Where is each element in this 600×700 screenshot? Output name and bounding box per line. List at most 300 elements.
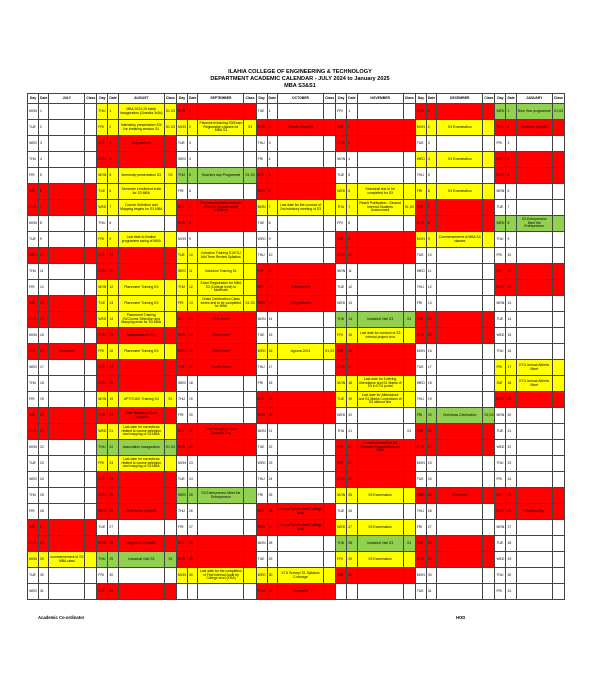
date-cell: 2: [188, 120, 198, 136]
col-day-header: Day: [256, 94, 267, 104]
event-cell: First Internal marks entry for MBA S3 (System level) published: [198, 200, 244, 216]
class-cell: [324, 104, 336, 120]
date-cell: 29: [267, 552, 277, 568]
table-row: [28, 232, 565, 248]
class-cell: [324, 312, 336, 328]
event-cell: [357, 104, 403, 120]
day-cell: THU: [177, 280, 188, 296]
event-cell: [198, 408, 244, 424]
day-cell: THU: [495, 344, 506, 360]
date-cell: 17: [108, 360, 118, 376]
day-cell: WED: [177, 376, 188, 392]
event-cell: Commencement of S3 Semester Examinations for MBA: [357, 440, 403, 456]
day-cell: MON: [28, 328, 39, 344]
day-cell: SAT: [495, 488, 506, 504]
event-cell: [437, 568, 483, 584]
day-cell: TUE: [495, 312, 506, 328]
day-cell: FRI: [495, 584, 506, 600]
date-cell: 10: [39, 248, 49, 264]
day-cell: TUE: [28, 568, 39, 584]
day-cell: SAT: [177, 424, 188, 440]
day-cell: THU: [97, 104, 108, 120]
event-cell: Sri Krishna Jayanthi: [118, 504, 164, 520]
day-cell: SAT: [97, 136, 108, 152]
class-cell: [483, 136, 495, 152]
date-cell: 30: [39, 568, 49, 584]
class-cell: [164, 344, 176, 360]
event-cell: [278, 216, 324, 232]
date-cell: 14: [39, 312, 49, 328]
event-cell: [198, 472, 244, 488]
date-cell: 6: [506, 184, 516, 200]
class-cell: [85, 184, 97, 200]
event-cell: [278, 376, 324, 392]
class-cell: [552, 440, 564, 456]
date-cell: 17: [39, 360, 49, 376]
event-cell: [437, 216, 483, 232]
class-cell: [403, 456, 415, 472]
event-cell: [357, 344, 403, 360]
day-cell: FRI: [97, 568, 108, 584]
date-cell: 5: [39, 168, 49, 184]
event-cell: [198, 392, 244, 408]
date-cell: 10: [506, 248, 516, 264]
event-cell: [437, 520, 483, 536]
class-cell: [483, 120, 495, 136]
class-cell: [483, 152, 495, 168]
date-cell: 7: [506, 200, 516, 216]
date-cell: 25: [426, 488, 436, 504]
class-cell: [324, 488, 336, 504]
event-cell: Teachers day Programme: [198, 168, 244, 184]
day-cell: TUE: [495, 424, 506, 440]
class-cell: [85, 488, 97, 504]
class-cell: S1: [164, 552, 176, 568]
class-cell: [552, 568, 564, 584]
day-cell: MON: [177, 344, 188, 360]
event-cell: [278, 472, 324, 488]
col-class-header: Class: [552, 94, 564, 104]
event-cell: Last date to finalise programme swing of MBA: [118, 232, 164, 248]
event-cell: Onam Celebration/ Class series test to be completed for MBA: [198, 296, 244, 312]
day-cell: TUE: [177, 136, 188, 152]
day-cell: TUE: [28, 344, 39, 360]
date-cell: 1: [506, 104, 516, 120]
table-row: [28, 248, 565, 264]
class-cell: [552, 136, 564, 152]
class-cell: [85, 232, 97, 248]
event-cell: Last date for corrections related to course selection and mapping of S3 MBA: [118, 424, 164, 440]
class-cell: [164, 408, 176, 424]
day-cell: SAT: [336, 344, 347, 360]
date-cell: 4: [267, 152, 277, 168]
date-cell: 1: [347, 104, 357, 120]
academic-coordinator-label: Academic Co-ordinator: [38, 615, 85, 620]
event-cell: [437, 424, 483, 440]
class-cell: [483, 104, 495, 120]
date-cell: 9: [426, 232, 436, 248]
table-row: [28, 120, 565, 136]
day-cell: WED: [28, 248, 39, 264]
class-cell: [85, 296, 97, 312]
date-cell: 25: [506, 488, 516, 504]
class-cell: [483, 312, 495, 328]
day-cell: SAT: [28, 520, 39, 536]
day-cell: SAT: [336, 232, 347, 248]
event-cell: Christmas: [437, 488, 483, 504]
day-cell: SAT: [97, 360, 108, 376]
class-cell: [244, 232, 256, 248]
program-title: MBA S3&S1: [284, 83, 316, 89]
event-cell: [118, 248, 164, 264]
class-cell: [164, 136, 176, 152]
class-cell: [244, 376, 256, 392]
event-cell: [49, 216, 85, 232]
class-cell: [552, 552, 564, 568]
day-cell: SUN: [415, 104, 426, 120]
day-cell: FRI: [495, 472, 506, 488]
date-cell: 28: [39, 536, 49, 552]
class-cell: [552, 328, 564, 344]
class-cell: [164, 216, 176, 232]
class-cell: [85, 264, 97, 280]
day-cell: SAT: [28, 296, 39, 312]
class-cell: [324, 152, 336, 168]
class-cell: [403, 376, 415, 392]
event-cell: Placement Training S3: [118, 344, 164, 360]
day-cell: TUE: [256, 104, 267, 120]
date-cell: 27: [39, 520, 49, 536]
day-cell: SAT: [177, 312, 188, 328]
date-cell: 24: [188, 472, 198, 488]
event-cell: [49, 488, 85, 504]
class-cell: [164, 504, 176, 520]
date-cell: 15: [39, 328, 49, 344]
event-cell: [516, 488, 552, 504]
date-cell: 20: [426, 408, 436, 424]
class-cell: [403, 152, 415, 168]
table-row: [28, 200, 565, 216]
day-cell: THU: [256, 360, 267, 376]
day-cell: SUN: [495, 168, 506, 184]
day-cell: SUN: [97, 264, 108, 280]
date-cell: 19: [506, 392, 516, 408]
day-cell: SAT: [28, 184, 39, 200]
class-cell: S1: [164, 392, 176, 408]
class-cell: [164, 568, 176, 584]
table-row: [28, 456, 565, 472]
day-cell: TUE: [336, 504, 347, 520]
class-cell: [483, 376, 495, 392]
date-cell: 30: [108, 568, 118, 584]
day-cell: [336, 584, 347, 600]
class-cell: [552, 120, 564, 136]
day-cell: SAT: [256, 392, 267, 408]
event-cell: [118, 488, 164, 504]
day-cell: WED: [495, 552, 506, 568]
class-cell: [324, 200, 336, 216]
day-cell: SUN: [336, 248, 347, 264]
day-cell: TUE: [415, 360, 426, 376]
class-cell: [85, 392, 97, 408]
table-row: [28, 136, 565, 152]
date-cell: 20: [108, 408, 118, 424]
day-cell: FRI: [495, 136, 506, 152]
event-cell: Mahanavami: [278, 280, 324, 296]
event-cell: Sree Narayana Guru Jayanthi: [118, 408, 164, 424]
class-cell: [483, 536, 495, 552]
class-cell: [85, 456, 97, 472]
date-cell: 8: [426, 216, 436, 232]
class-cell: [403, 296, 415, 312]
class-cell: [244, 328, 256, 344]
day-cell: SAT: [495, 264, 506, 280]
date-cell: 19: [188, 392, 198, 408]
class-cell: [85, 168, 97, 184]
class-cell: [403, 584, 415, 600]
class-cell: [324, 248, 336, 264]
event-cell: [516, 408, 552, 424]
table-row: [28, 360, 565, 376]
event-cell: [516, 280, 552, 296]
table-row: [28, 488, 565, 504]
day-cell: THU: [415, 504, 426, 520]
day-cell: MON: [415, 232, 426, 248]
day-cell: SUN: [495, 280, 506, 296]
day-cell: SUN: [256, 408, 267, 424]
day-cell: MON: [177, 120, 188, 136]
date-cell: 11: [506, 264, 516, 280]
day-cell: WED: [97, 536, 108, 552]
date-cell: 12: [347, 280, 357, 296]
date-cell: 28: [267, 536, 277, 552]
class-cell: [244, 344, 256, 360]
class-cell: [164, 584, 176, 600]
event-cell: Last date for conduct of S3 internal project viva: [357, 328, 403, 344]
event-cell: S3 Examination: [357, 488, 403, 504]
day-cell: FRI: [336, 552, 347, 568]
date-cell: 6: [347, 184, 357, 200]
day-cell: FRI: [28, 168, 39, 184]
day-cell: WED: [336, 296, 347, 312]
date-cell: 16: [108, 344, 118, 360]
event-cell: Fourth Onam: [198, 360, 244, 376]
day-cell: SUN: [495, 392, 506, 408]
day-cell: THU: [256, 136, 267, 152]
day-cell: FRI: [415, 520, 426, 536]
class-cell: [164, 472, 176, 488]
date-cell: 18: [108, 376, 118, 392]
event-cell: [516, 312, 552, 328]
class-cell: S1: [403, 424, 415, 440]
event-cell: [278, 168, 324, 184]
date-cell: 23: [506, 456, 516, 472]
day-cell: WED: [28, 360, 39, 376]
event-cell: [357, 216, 403, 232]
event-cell: [49, 264, 85, 280]
event-cell: Thiruvonam: [198, 328, 244, 344]
month-header: AUGUST: [118, 94, 164, 104]
event-cell: Last date for the conduct of 2nd advisory meeting of S3: [278, 200, 324, 216]
day-cell: WED: [97, 312, 108, 328]
day-cell: WED: [177, 488, 188, 504]
table-row: [28, 344, 565, 360]
class-cell: [324, 216, 336, 232]
day-cell: FRI: [97, 232, 108, 248]
day-cell: SAT: [415, 424, 426, 440]
event-cell: [278, 152, 324, 168]
day-cell: SAT: [336, 120, 347, 136]
col-day-header: Day: [97, 94, 108, 104]
date-cell: 12: [39, 280, 49, 296]
date-cell: 16: [426, 344, 436, 360]
col-class-header: Class: [324, 94, 336, 104]
day-cell: SUN: [415, 328, 426, 344]
day-cell: SUN: [97, 376, 108, 392]
class-cell: [552, 456, 564, 472]
day-cell: MON: [415, 344, 426, 360]
event-cell: [437, 168, 483, 184]
event-cell: [516, 344, 552, 360]
event-cell: [198, 456, 244, 472]
class-cell: [164, 520, 176, 536]
date-cell: 8: [506, 216, 516, 232]
day-cell: TUE: [415, 472, 426, 488]
event-cell: [437, 456, 483, 472]
class-cell: [403, 328, 415, 344]
date-cell: 18: [267, 376, 277, 392]
event-cell: [278, 456, 324, 472]
table-row: [28, 440, 565, 456]
class-cell: [403, 280, 415, 296]
date-cell: 5: [426, 168, 436, 184]
event-cell: [118, 152, 164, 168]
day-cell: SUN: [256, 520, 267, 536]
date-cell: 9: [108, 232, 118, 248]
event-cell: [49, 392, 85, 408]
event-cell: Industrial Visit S3: [357, 312, 403, 328]
date-cell: 5: [506, 168, 516, 184]
day-cell: WED: [177, 264, 188, 280]
class-cell: [403, 520, 415, 536]
event-cell: S3 Examination: [437, 184, 483, 200]
date-cell: 15: [426, 328, 436, 344]
class-cell: [244, 104, 256, 120]
date-cell: 26: [267, 504, 277, 520]
day-cell: THU: [28, 264, 39, 280]
date-cell: 6: [108, 184, 118, 200]
date-cell: 19: [347, 392, 357, 408]
date-cell: 13: [267, 296, 277, 312]
date-cell: 20: [39, 408, 49, 424]
day-cell: MON: [336, 152, 347, 168]
date-cell: 29: [506, 552, 516, 568]
event-cell: Independence Day: [118, 328, 164, 344]
event-cell: [516, 456, 552, 472]
class-cell: [324, 424, 336, 440]
event-cell: [437, 264, 483, 280]
day-cell: TUE: [336, 168, 347, 184]
date-cell: 3: [506, 136, 516, 152]
day-cell: THU: [415, 392, 426, 408]
day-cell: MON: [415, 120, 426, 136]
date-cell: [347, 584, 357, 600]
class-cell: [483, 168, 495, 184]
class-cell: [552, 392, 564, 408]
table-row: [28, 264, 565, 280]
class-cell: [85, 552, 97, 568]
date-cell: 3: [347, 136, 357, 152]
class-cell: S1,S3: [164, 120, 176, 136]
class-cell: [244, 568, 256, 584]
date-cell: 24: [426, 472, 436, 488]
date-cell: 4: [347, 152, 357, 168]
class-cell: [164, 280, 176, 296]
col-date-header: Date: [347, 94, 357, 104]
class-cell: [483, 184, 495, 200]
table-row: [28, 328, 565, 344]
date-cell: 27: [108, 520, 118, 536]
class-cell: [324, 232, 336, 248]
class-cell: [403, 392, 415, 408]
class-cell: [552, 344, 564, 360]
class-cell: [403, 504, 415, 520]
table-row: [28, 472, 565, 488]
class-cell: [552, 360, 564, 376]
date-cell: 17: [188, 360, 198, 376]
class-cell: [324, 264, 336, 280]
class-cell: [244, 584, 256, 600]
class-cell: [403, 408, 415, 424]
table-row: [28, 408, 565, 424]
day-cell: WED: [495, 104, 506, 120]
event-cell: [357, 408, 403, 424]
date-cell: 12: [426, 280, 436, 296]
class-cell: [552, 216, 564, 232]
event-cell: [278, 184, 324, 200]
day-cell: FRI: [97, 120, 108, 136]
date-cell: 24: [347, 472, 357, 488]
date-cell: 19: [267, 392, 277, 408]
day-cell: FRI: [415, 408, 426, 424]
date-cell: 10: [267, 248, 277, 264]
date-cell: 2: [108, 120, 118, 136]
date-cell: 22: [39, 440, 49, 456]
class-cell: [324, 536, 336, 552]
date-cell: 31: [426, 584, 436, 600]
date-cell: 17: [506, 360, 516, 376]
class-cell: [244, 488, 256, 504]
class-cell: [164, 536, 176, 552]
date-cell: 4: [506, 152, 516, 168]
event-cell: KTU Annual Athletic Meet: [516, 376, 552, 392]
event-cell: [516, 392, 552, 408]
day-cell: WED: [97, 200, 108, 216]
event-cell: Placement Training S3/Course Selection and Mapping ends for S3 MBA: [118, 312, 164, 328]
class-cell: S3: [244, 120, 256, 136]
event-cell: [278, 488, 324, 504]
table-row: [28, 184, 565, 200]
event-cell: [278, 408, 324, 424]
date-cell: 26: [426, 504, 436, 520]
day-cell: THU: [28, 152, 39, 168]
class-cell: [483, 360, 495, 376]
class-cell: [324, 136, 336, 152]
day-cell: SAT: [256, 168, 267, 184]
date-cell: 14: [108, 312, 118, 328]
date-cell: 2: [39, 120, 49, 136]
event-cell: Third Onam: [198, 344, 244, 360]
